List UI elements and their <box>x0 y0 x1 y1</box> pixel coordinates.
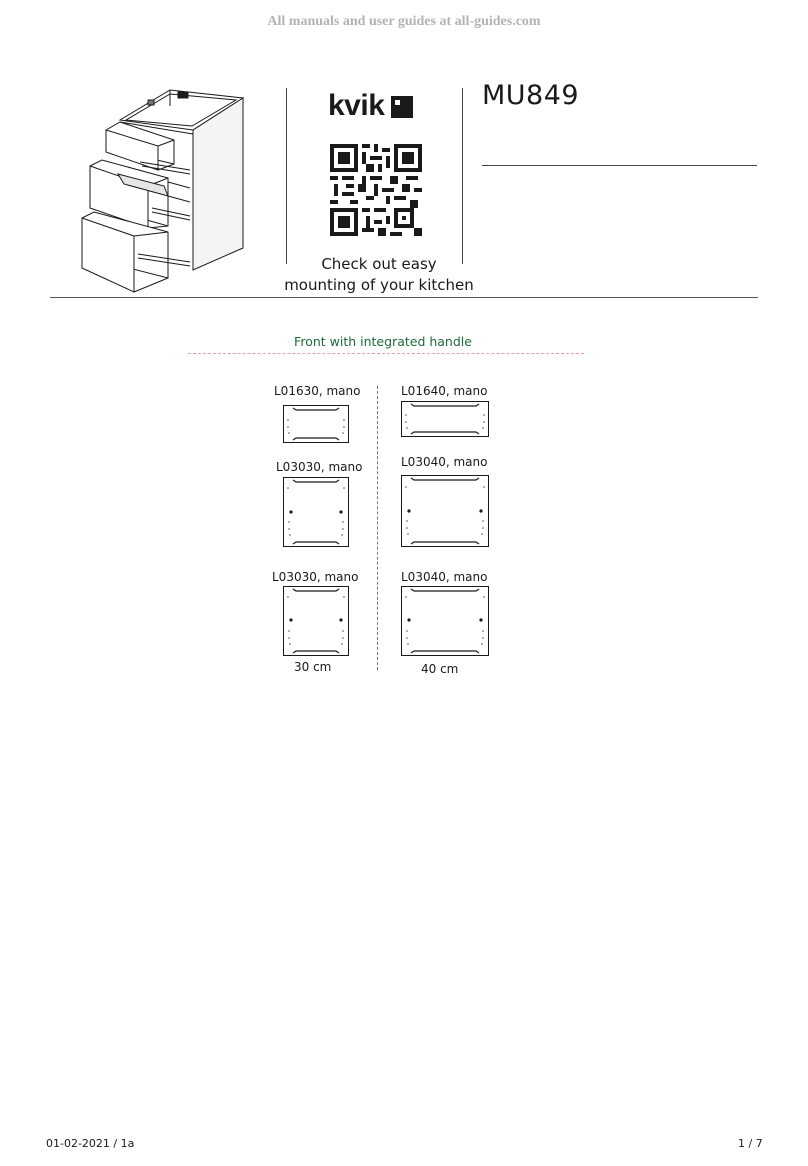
brand-square-icon <box>391 96 413 118</box>
front-label-1: L01630, mano <box>274 384 361 398</box>
header-divider-left <box>286 88 287 264</box>
section-dashed-line <box>188 353 584 354</box>
front-panel-2 <box>401 401 489 437</box>
brand-wordmark: kvik <box>328 89 385 122</box>
width-label-40: 40 cm <box>421 662 459 676</box>
front-panel-1 <box>283 405 349 443</box>
header-rule <box>50 297 758 298</box>
width-label-30: 30 cm <box>294 660 332 674</box>
tagline <box>276 254 482 296</box>
tagline-line-1: Check out easy <box>321 255 437 273</box>
front-label-5: L03030, mano <box>272 570 359 584</box>
front-label-2: L01640, mano <box>401 384 488 398</box>
model-code: MU849 <box>482 80 580 111</box>
front-label-4: L03040, mano <box>401 455 488 469</box>
cabinet-illustration <box>78 78 248 294</box>
footer-date: 01-02-2021 / 1a <box>46 1137 135 1150</box>
qr-code-icon <box>330 144 422 236</box>
front-label-6: L03040, mano <box>401 570 488 584</box>
front-panel-4 <box>401 475 489 547</box>
front-panel-5 <box>283 586 349 656</box>
front-panel-3 <box>283 477 349 547</box>
section-title: Front with integrated handle <box>294 334 472 349</box>
header-divider-right <box>462 88 463 264</box>
footer-page-number: 1 / 7 <box>738 1137 763 1150</box>
brand-logo <box>328 91 413 121</box>
front-label-3: L03030, mano <box>276 460 363 474</box>
tagline-line-2: mounting of your kitchen <box>284 276 474 294</box>
watermark-text: All manuals and user guides at all-guides.com <box>267 14 541 29</box>
front-panel-6 <box>401 586 489 656</box>
model-underline <box>482 165 757 166</box>
column-divider <box>377 386 378 670</box>
